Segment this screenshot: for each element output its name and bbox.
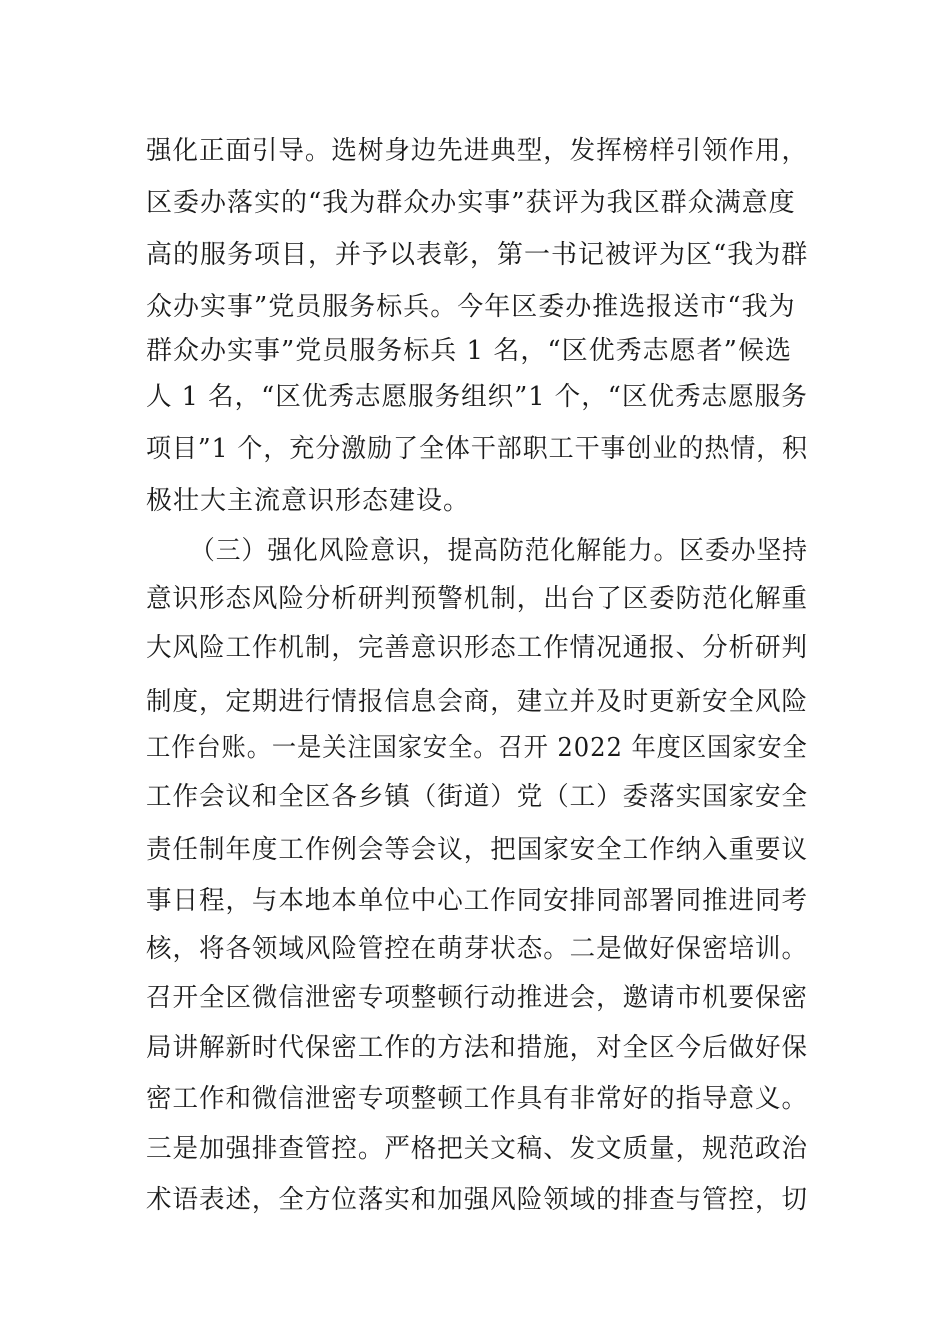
section-heading-line: （三）强化风险意识，提高防范化解能力。区委办坚持 [190,536,809,566]
text-line: 意识形态风险分析研判预警机制，出台了区委防范化解重 [146,584,809,614]
text-line: 区委办落实的“我为群众办实事”获评为我区群众满意度 [146,188,796,218]
text-line: 责任制年度工作例会等会议，把国家安全工作纳入重要议 [146,835,809,865]
text-line: 事日程，与本地本单位中心工作同安排同部署同推进同考 [146,886,809,916]
text-line: 人 1 名，“区优秀志愿服务组织”1 个，“区优秀志愿服务 [146,382,808,412]
text-line: 高的服务项目，并予以表彰，第一书记被评为区“我为群 [146,240,809,270]
text-line: 密工作和微信泄密专项整顿工作具有非常好的指导意义。 [146,1084,809,1114]
text-line: 强化正面引导。选树身边先进典型，发挥榜样引领作用， [146,136,809,166]
text-line: 召开全区微信泄密专项整顿行动推进会，邀请市机要保密 [146,983,809,1013]
text-line: 术语表述，全方位落实和加强风险领域的排查与管控，切 [146,1185,809,1215]
text-line: 极壮大主流意识形态建设。 [146,486,471,516]
text-line: 工作会议和全区各乡镇（街道）党（工）委落实国家安全 [146,782,809,812]
text-line: 三是加强排查管控。严格把关文稿、发文质量，规范政治 [146,1134,809,1164]
text-line: 项目”1 个，充分激励了全体干部职工干事创业的热情，积 [146,434,809,464]
text-line: 局讲解新时代保密工作的方法和措施，对全区今后做好保 [146,1033,809,1063]
text-line: 制度，定期进行情报信息会商，建立并及时更新安全风险 [146,687,809,717]
text-line: 众办实事”党员服务标兵。今年区委办推选报送市“我为 [146,292,796,322]
text-line: 大风险工作机制，完善意识形态工作情况通报、分析研判 [146,633,809,663]
text-line: 群众办实事”党员服务标兵 1 名，“区优秀志愿者”候选 [146,336,792,366]
text-line: 工作台账。一是关注国家安全。召开 2022 年度区国家安全 [146,733,808,763]
text-line: 核，将各领域风险管控在萌芽状态。二是做好保密培训。 [146,934,809,964]
